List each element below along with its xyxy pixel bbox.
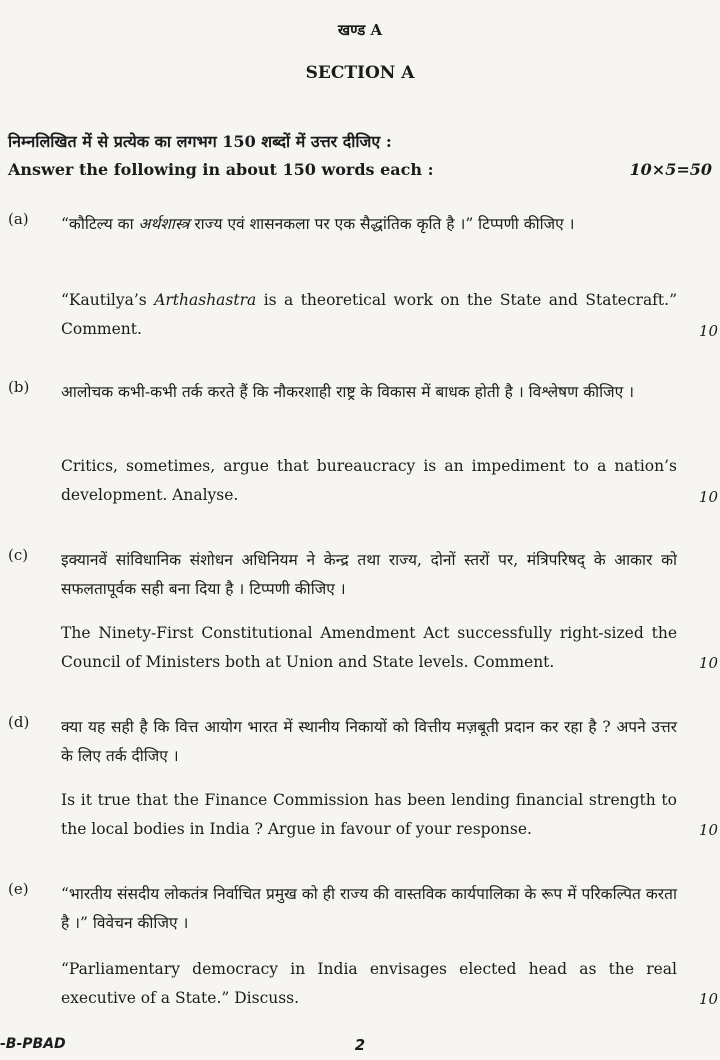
question-marks: 10	[698, 654, 718, 672]
instructions-english: Answer the following in about 150 words each :	[8, 160, 434, 179]
question-marks: 10	[698, 990, 718, 1008]
question-label: (d)	[8, 713, 30, 731]
total-marks: 10×5=50	[629, 160, 712, 179]
question-text-hindi: “भारतीय संसदीय लोकतंत्र निर्वाचित प्रमुख को ही राज्य की वास्तविक कार्यपालिका के रूप में परिकल्पित करता है ।” विवेचन कीजिए ।	[61, 885, 677, 932]
question-text-english: “Kautilya’s Arthashastra is a theoretical work on the State and Statecraft.” Comment.	[61, 291, 677, 338]
question-label: (b)	[8, 378, 30, 396]
question-text-hindi: क्या यह सही है कि वित्त आयोग भारत में स्थानीय निकायों को वित्तीय मज़बूती प्रदान कर रहा है ? अपने उत्तर के लिए तर्क दीजिए ।	[61, 718, 677, 765]
question-marks: 10	[698, 821, 718, 839]
question-label: (c)	[8, 546, 29, 564]
page-number: 2	[354, 1036, 366, 1054]
section-title-english: SECTION A	[305, 63, 415, 83]
question-marks: 10	[698, 488, 718, 506]
question-text-english: The Ninety-First Constitutional Amendment Act successfully right-sized the Council of Ministers both at Union and State levels. Comment.	[61, 624, 677, 671]
question-text-english: Is it true that the Finance Commission has been lending financial strength to the local bodies in India ? Argue in favour of your response.	[61, 791, 677, 838]
question-text-hindi: इक्यानवें सांविधानिक संशोधन अधिनियम ने केन्द्र तथा राज्य, दोनों स्तरों पर, मंत्रिपरिषद् के आकार को सफलतापूर्वक सही बना दिया है । टिप्पणी कीजिए ।	[61, 551, 677, 598]
question-marks: 10	[698, 322, 718, 340]
question-label: (a)	[8, 210, 29, 228]
section-title-hindi: खण्ड A	[337, 21, 383, 39]
question-text-hindi: “कौटिल्य का अर्थशास्त्र राज्य एवं शासनकला पर एक सैद्धांतिक कृति है ।” टिप्पणी कीजिए ।	[61, 215, 575, 233]
question-text-english: Critics, sometimes, argue that bureaucracy is an impediment to a nation’s development. Analyse.	[61, 457, 677, 504]
instructions-hindi: निम्नलिखित में से प्रत्येक का लगभग 150 शब्दों में उत्तर दीजिए :	[8, 132, 392, 151]
question-text-hindi: आलोचक कभी-कभी तर्क करते हैं कि नौकरशाही राष्ट्र के विकास में बाधक होती है । विश्लेषण कीजिए ।	[61, 383, 635, 401]
paper-code: -B-PBAD	[0, 1036, 66, 1052]
question-label: (e)	[8, 880, 29, 898]
question-text-english: “Parliamentary democracy in India envisages elected head as the real executive of a State.” Discuss.	[61, 960, 677, 1007]
